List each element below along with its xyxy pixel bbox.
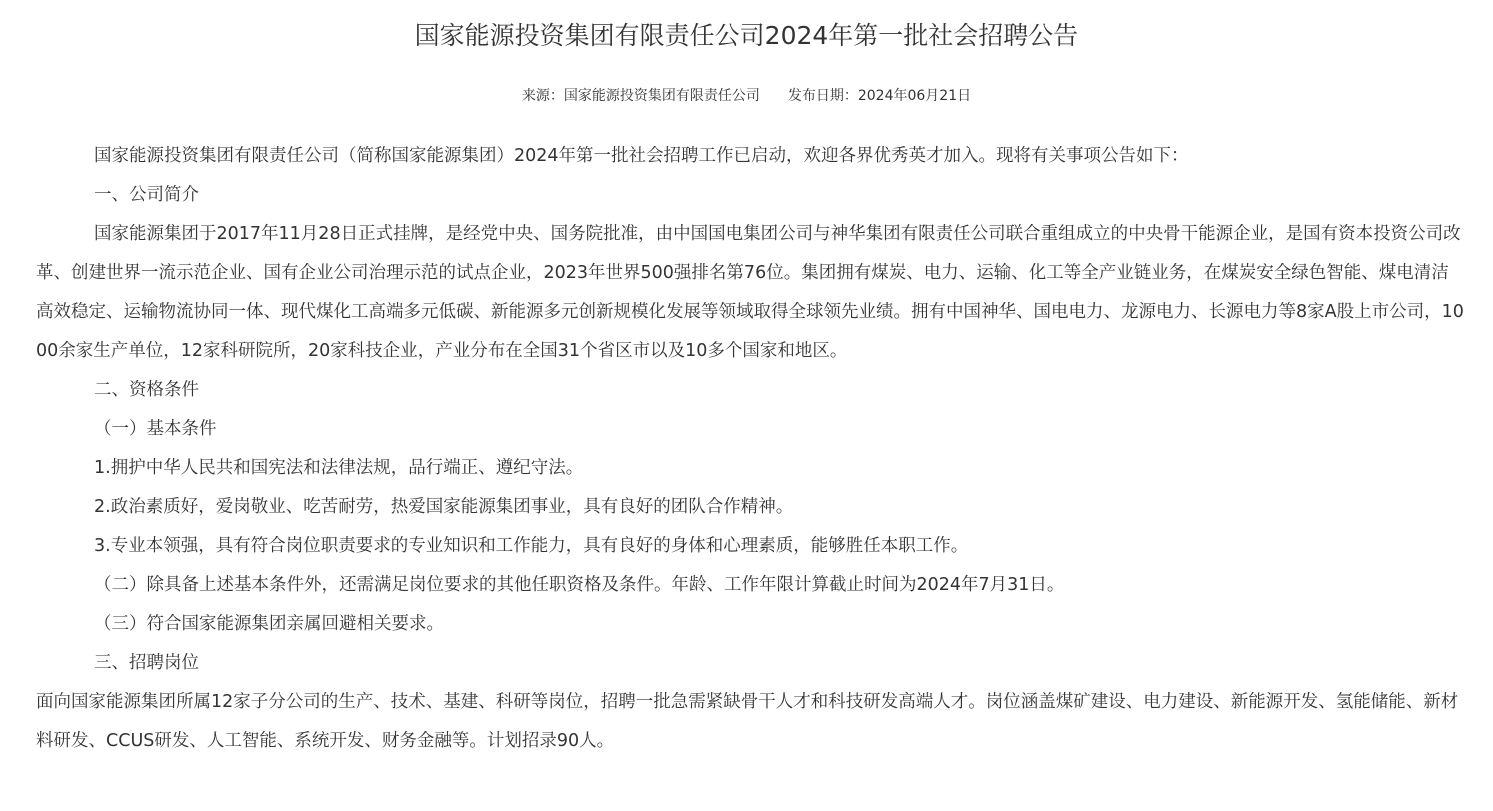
basic-condition-item: 2.政治素质好，爱岗敬业、吃苦耐劳，热爱国家能源集团事业，具有良好的团队合作精神。 — [94, 497, 794, 517]
condition-two: （二）除具备上述基本条件外，还需满足岗位要求的其他任职资格及条件。年龄、工作年限计算截止时间为2024年7月31日。 — [94, 575, 1065, 595]
basic-conditions-heading: （一）基本条件 — [94, 419, 217, 439]
article-meta — [0, 84, 1493, 108]
section-heading-positions: 三、招聘岗位 — [94, 653, 199, 673]
source-label: 来源：国家能源投资集团有限责任公司 — [521, 88, 760, 104]
section-heading-company: 一、公司简介 — [94, 185, 199, 205]
page-title: 国家能源投资集团有限责任公司2024年第一批社会招聘公告 — [414, 21, 1079, 50]
condition-three: （三）符合国家能源集团亲属回避相关要求。 — [94, 614, 444, 634]
positions-paragraph: 面向国家能源集团所属12家子分公司的生产、技术、基建、科研等岗位，招聘一批急需紧缺骨干人才和科技研发高端人才。岗位涵盖煤矿建设、电力建设、新能源开发、氢能储能、新材料研发、CCUS研发、人工智能、系统开发、财务金融等。计划招录90人。 — [36, 692, 1459, 751]
publish-date: 发布日期：2024年06月21日 — [787, 88, 972, 104]
company-intro-paragraph: 国家能源集团于2017年11月28日正式挂牌，是经党中央、国务院批准，由中国国电集团公司与神华集团有限责任公司联合重组成立的中央骨干能源企业，是国有资本投资公司改革、创建世界一流示范企业、国有企业公司治理示范的试点企业，2023年世界500强排名第76位。集团拥有煤炭、电力、运输、化工等全产业链业务，在煤炭安全绿色智能、煤电清洁高效稳定、运输物流协同一体、现代煤化工高端多元低碳、新能源多元创新规模化发展等领域取得全球领先业绩。拥有中国神华、国电电力、龙源电力、长源电力等8家A股上市公司，1000余家生产单位，12家科研院所，20家科技企业，产业分布在全国31个省区市以及10多个国家和地区。 — [36, 224, 1464, 361]
basic-condition-item: 3.专业本领强，具有符合岗位职责要求的专业知识和工作能力，具有良好的身体和心理素质，能够胜任本职工作。 — [94, 536, 969, 556]
basic-condition-item: 1.拥护中华人民共和国宪法和法律法规，品行端正、遵纪守法。 — [94, 458, 584, 478]
intro-paragraph: 国家能源投资集团有限责任公司（简称国家能源集团）2024年第一批社会招聘工作已启动，欢迎各界优秀英才加入。现将有关事项公告如下： — [94, 146, 1189, 166]
section-heading-qualifications: 二、资格条件 — [94, 380, 199, 400]
article-body — [36, 137, 1466, 761]
